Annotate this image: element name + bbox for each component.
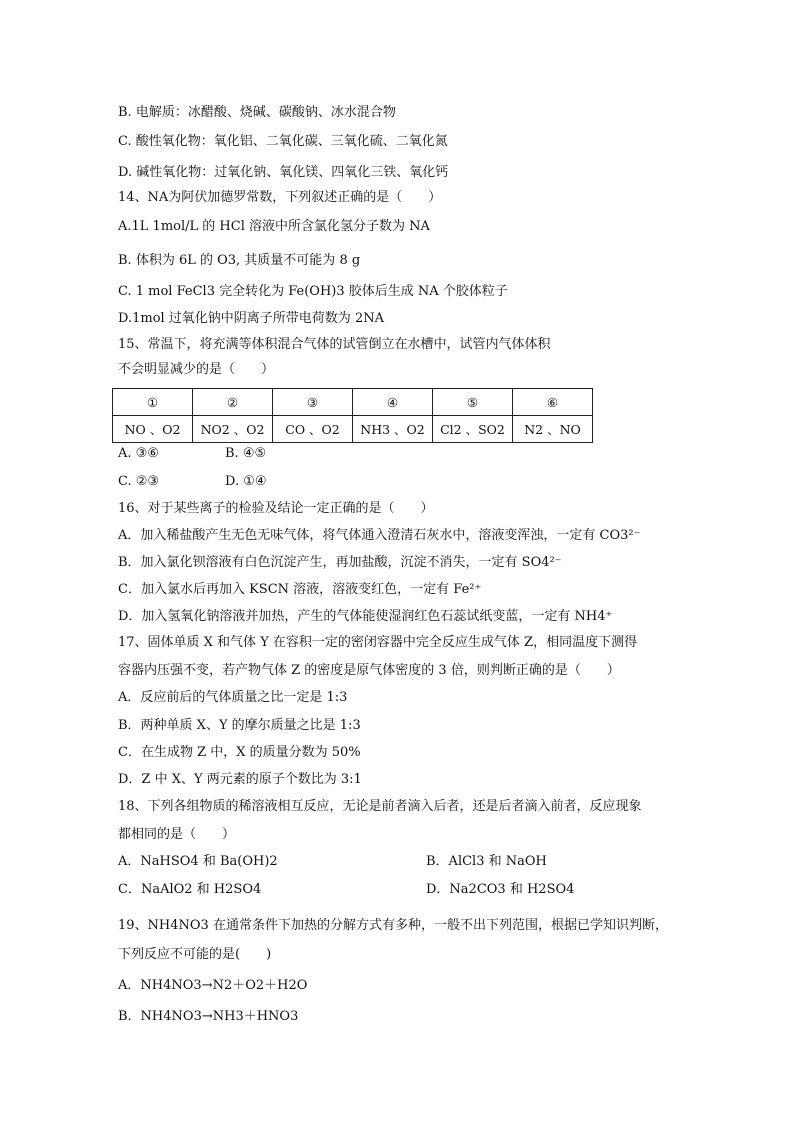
table-cell: N2 、NO [513, 416, 593, 443]
q17-option-a: A．反应前后的气体质量之比一定是 1:3 [118, 690, 348, 705]
q17-option-c: C．在生成物 Z 中，X 的质量分数为 50% [118, 745, 361, 760]
q18-stem-line2: 都相同的是（ ） [118, 827, 236, 842]
q17-stem-line1: 17、固体单质 X 和气体 Y 在容积一定的密闭容器中完全反应生成气体 Z，相同温度下测得 [118, 635, 638, 650]
q13-option-d: D. 碱性氧化物：过氧化钠、氧化镁、四氧化三铁、氧化钙 [118, 165, 449, 180]
gas-mixture-table [112, 388, 593, 443]
q16-option-d: D．加入氢氧化钠溶液并加热，产生的气体能使湿润红色石蕊试纸变蓝，一定有 NH4⁺ [118, 609, 613, 624]
q13-option-b: B. 电解质：冰醋酸、烧碱、碳酸钠、冰水混合物 [118, 105, 396, 120]
table-cell: NO2 、O2 [193, 416, 273, 443]
q16-option-b: B．加入氯化钡溶液有白色沉淀产生，再加盐酸，沉淀不消失，一定有 SO4²⁻ [118, 555, 562, 570]
table-header-cell: ④ [353, 389, 433, 416]
table-cell: NH3 、O2 [353, 416, 433, 443]
table-header-cell: ⑤ [433, 389, 513, 416]
table-header-cell: ① [113, 389, 193, 416]
q18-option-b: B．AlCl3 和 NaOH [426, 854, 547, 869]
q19-stem-line1: 19、NH4NO3 在通常条件下加热的分解方式有多种，一般不出下列范围，根据已学知识判断， [118, 918, 668, 933]
q15-option-c: C. ②③ [118, 474, 160, 489]
q17-option-d: D．Z 中 X、Y 两元素的原子个数比为 3:1 [118, 772, 362, 787]
q13-option-c: C. 酸性氧化物：氧化铝、二氧化碳、三氧化硫、二氧化氮 [118, 134, 448, 149]
q18-option-d: D．Na2CO3 和 H2SO4 [426, 882, 575, 897]
table-cell: NO 、O2 [113, 416, 193, 443]
q17-option-b: B．两种单质 X、Y 的摩尔质量之比是 1:3 [118, 718, 361, 733]
q15-stem-line2: 不会明显减少的是（ ） [118, 362, 275, 377]
q14-option-a: A.1L 1mol/L 的 HCl 溶液中所含氯化氢分子数为 NA [118, 219, 430, 234]
q16-stem: 16、对于某些离子的检验及结论一定正确的是（ ） [118, 501, 434, 516]
q18-option-c: C．NaAlO2 和 H2SO4 [118, 882, 262, 897]
q14-option-b: B. 体积为 6L 的 O3, 其质量不可能为 8 g [118, 253, 361, 268]
q15-stem-line1: 15、常温下，将充满等体积混合气体的试管倒立在水槽中，试管内气体体积 [118, 337, 551, 352]
q16-option-c: C．加入氯水后再加入 KSCN 溶液，溶液变红色，一定有 Fe²⁺ [118, 582, 482, 597]
table-cell: CO 、O2 [273, 416, 353, 443]
q16-option-a: A．加入稀盐酸产生无色无味气体，将气体通入澄清石灰水中，溶液变浑浊，一定有 CO3²⁻ [118, 528, 641, 543]
table-header-cell: ⑥ [513, 389, 593, 416]
q15-option-a: A. ③⑥ [118, 446, 159, 461]
q15-option-b: B. ④⑤ [225, 446, 267, 461]
q14-option-c: C. 1 mol FeCl3 完全转化为 Fe(OH)3 胶体后生成 NA 个胶体粒子 [118, 284, 508, 299]
table-header-cell: ② [193, 389, 273, 416]
q17-stem-line2: 容器内压强不变，若产物气体 Z 的密度是原气体密度的 3 倍，则判断正确的是（ ） [118, 663, 620, 678]
q19-option-b: B．NH4NO3→NH3＋HNO3 [118, 1009, 299, 1024]
q15-option-d: D. ①④ [225, 474, 267, 489]
table-header-row [113, 389, 593, 416]
q14-stem: 14、NA为阿伏加德罗常数，下列叙述正确的是（ ） [118, 190, 442, 205]
table-cell: Cl2 、SO2 [433, 416, 513, 443]
q19-option-a: A．NH4NO3→N2＋O2＋H2O [118, 978, 308, 993]
q18-stem-line1: 18、下列各组物质的稀溶液相互反应，无论是前者滴入后者，还是后者滴入前者，反应现象 [118, 799, 642, 814]
q19-stem-line2: 下列反应不可能的是( ) [118, 947, 272, 962]
q18-option-a: A．NaHSO4 和 Ba(OH)2 [118, 854, 278, 869]
table-row [113, 416, 593, 443]
table-header-cell: ③ [273, 389, 353, 416]
q14-option-d: D.1mol 过氧化钠中阴离子所带电荷数为 2NA [118, 311, 384, 326]
